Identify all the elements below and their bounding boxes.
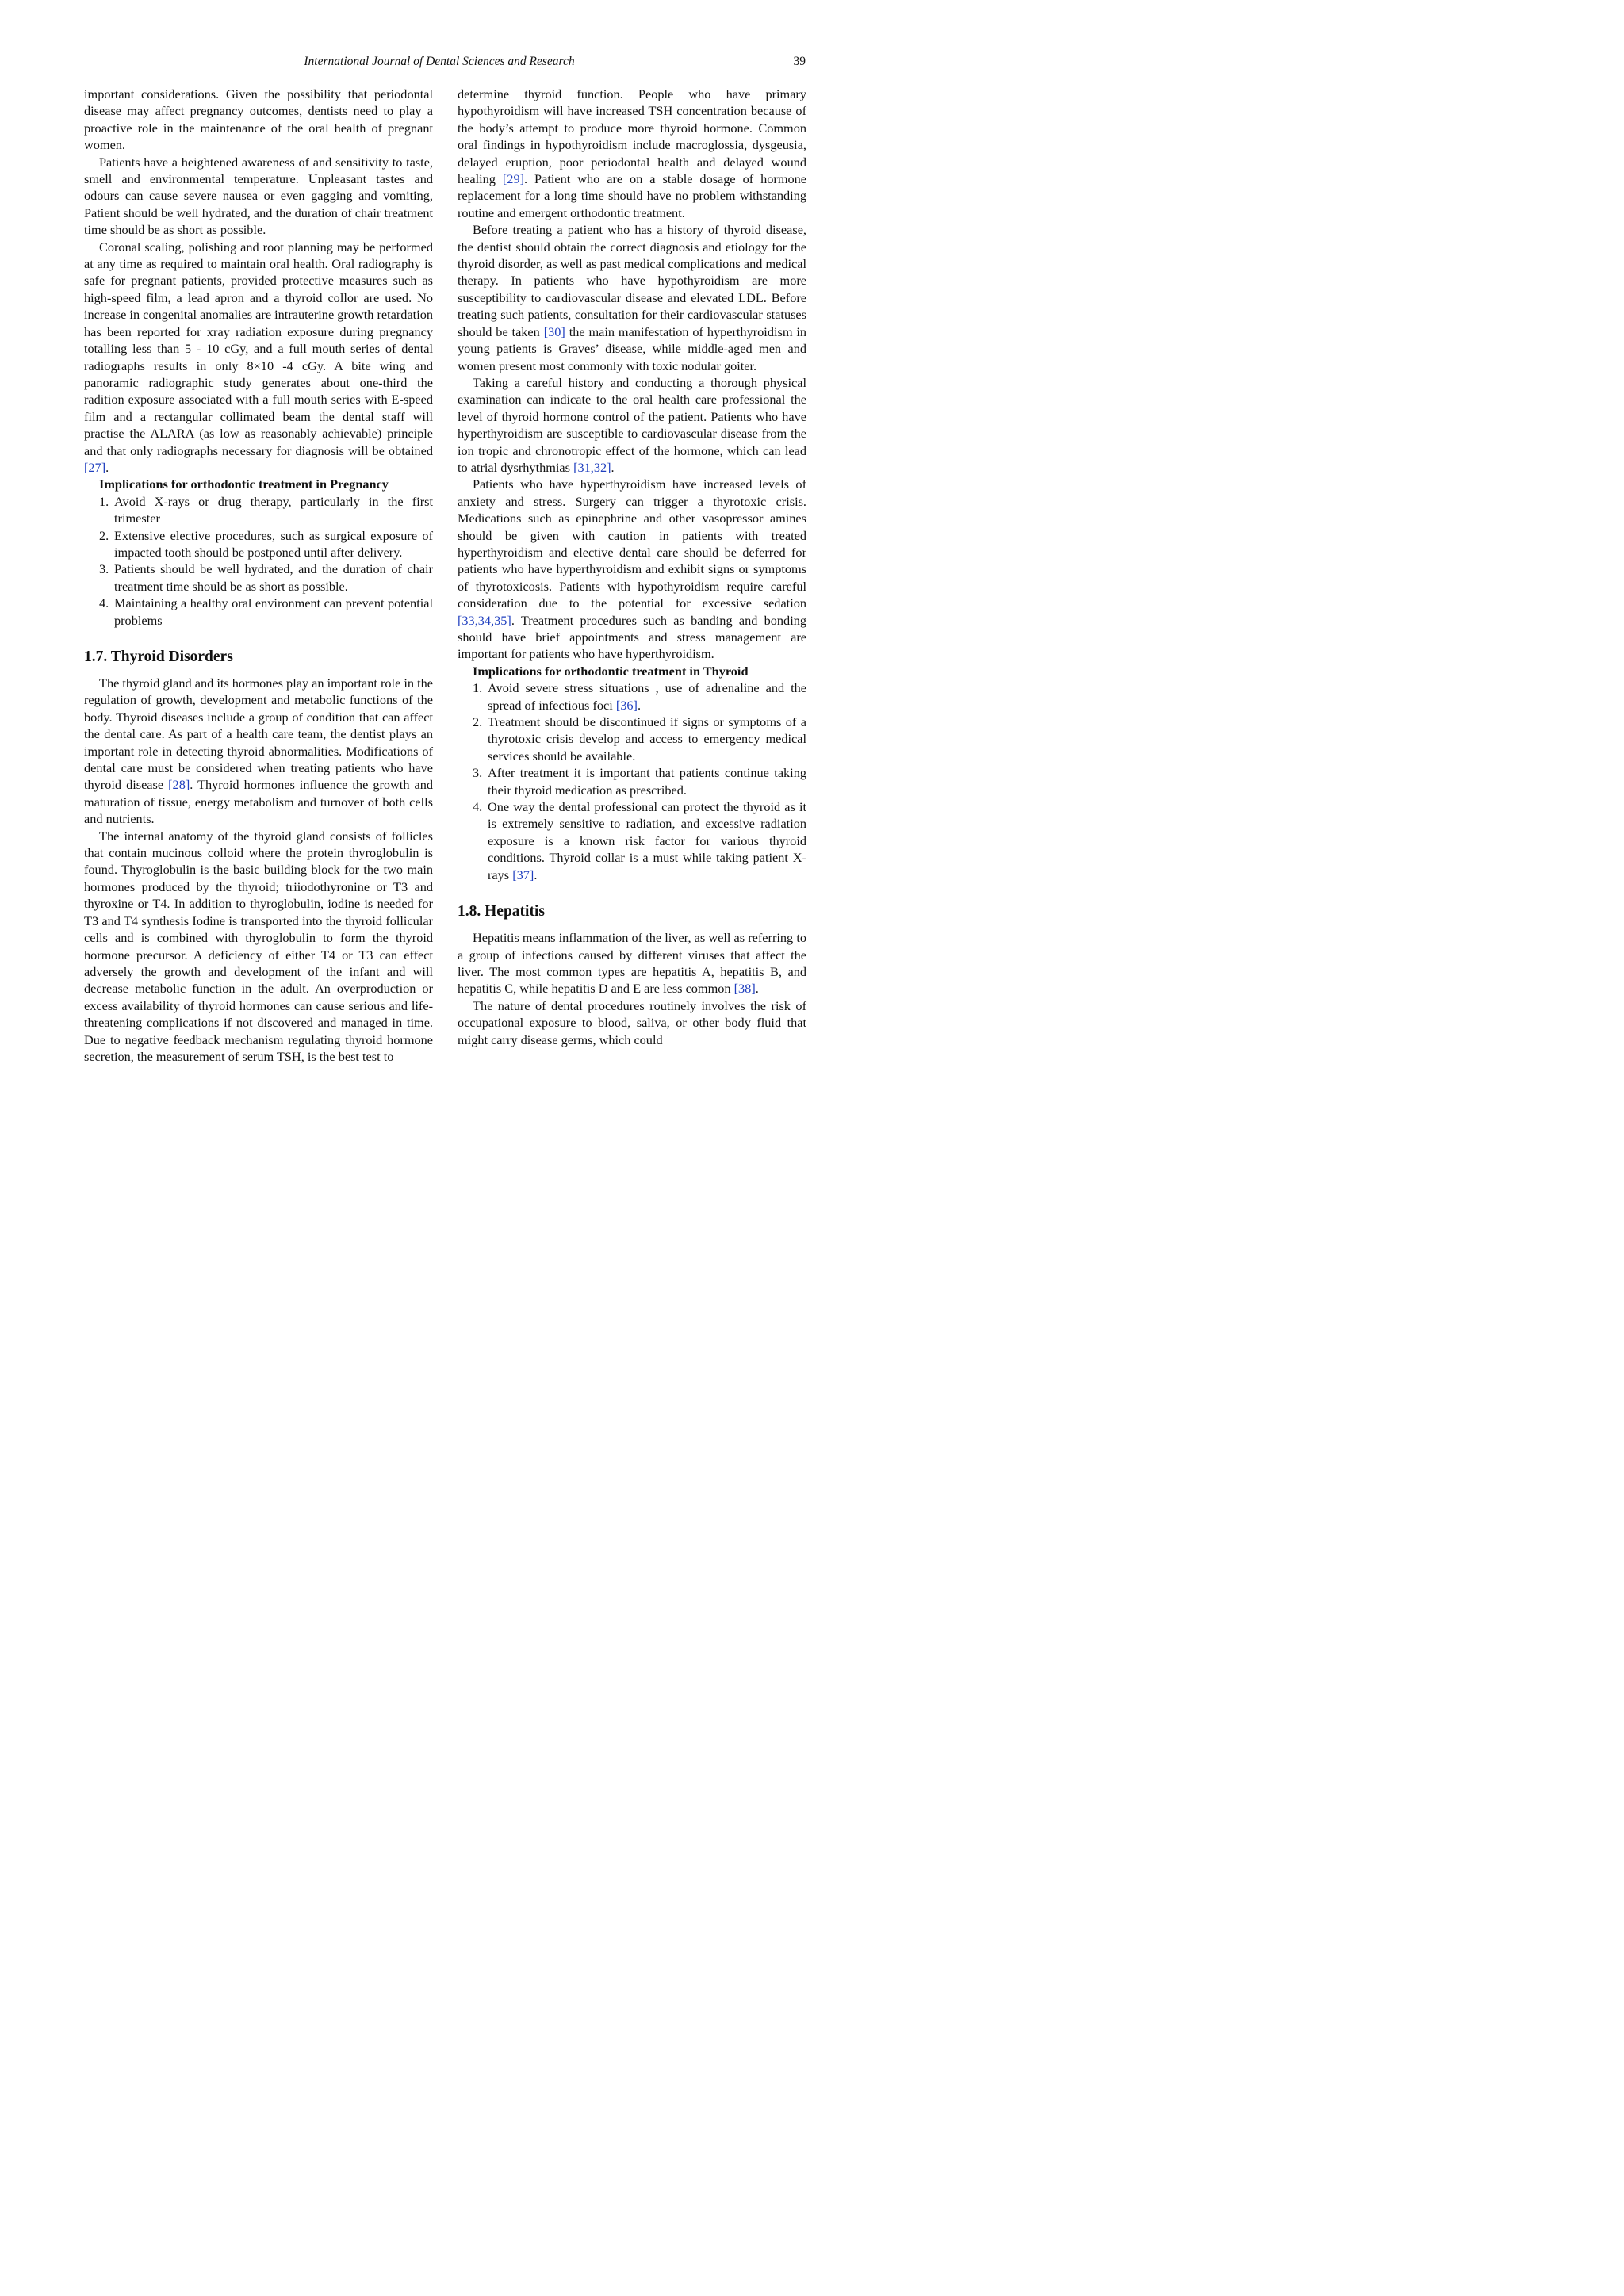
list-item: 4. One way the dental professional can protect the thyroid as it is extremely sensitive to radiation, and excessive radiation exposure is a known risk factor for various thyroid conditions. Thyroid collar is a must while taking patient X-rays [37]. <box>473 799 806 882</box>
paragraph: Patients who have hyperthyroidism have increased levels of anxiety and stress. Surgery can trigger a thyrotoxic crisis. Medications such as epinephrine and other vasopressor amines should be given with caution in patients with treated hyperthyroidism and elective dental care should be deferred for patients who have hyperthyroidism and exhibit signs or symptoms of thyrotoxicosis. Patients with hypothyroidism require careful consideration due to the potential for excessive sedation [33,34,35]. Treatment procedures such as banding and bonding should have brief appointments and stress management are important for patients who have hyperthyroidism. <box>458 476 806 662</box>
implications-heading: Implications for orthodontic treatment in Pregnancy <box>99 476 389 492</box>
citation-link[interactable]: [30] <box>543 323 565 339</box>
paragraph: The internal anatomy of the thyroid gland consists of follicles that contain mucinous colloid where the protein thyroglobulin is found. Thyroglobulin is the basic building block for the two main hormones produced by the thyroid; triiodothyronine or T3 and thyroxine or T4. In addition to thyroglobulin, iodine is needed for T3 and T4 synthesis Iodine is transported into the thyroid follicular cells and is combined with thyroglobulin to form the thyroid hormone precursor. A deficiency of either T4 or T3 can effect adversely the growth and development of the infant and will decrease metabolic function in the adult. An overproduction or excess availability of thyroid hormones can cause serious and life-threatening complications if not discovered and managed in time. Due to negative feedback mechanism regulating thyroid hormone secretion, the measurement of serum TSH, is the best test to <box>84 828 433 1064</box>
paragraph: The nature of dental procedures routinely involves the risk of occupational exposure to blood, saliva, or other body fluid that might carry disease germs, which could <box>458 997 806 1047</box>
page-number: 39 <box>793 55 806 68</box>
list-item: 1. Avoid severe stress situations , use of adrenaline and the spread of infectious foci [36]. <box>473 680 806 713</box>
list-item: 2. Treatment should be discontinued if signs or symptoms of a thyrotoxic crisis develop and access to emergency medical services should be available. <box>473 714 806 763</box>
citation-link[interactable]: [33,34,35] <box>458 612 511 628</box>
implications-heading: Implications for orthodontic treatment in Thyroid <box>473 663 749 679</box>
citation-link[interactable]: [31,32] <box>573 459 611 475</box>
citation-link[interactable]: [38] <box>733 981 756 997</box>
right-column <box>458 86 806 1048</box>
paragraph: The thyroid gland and its hormones play an important role in the regulation of growth, development and metabolic functions of the body. Thyroid diseases include a group of condition that can affect the dental care. As part of a health care team, the dentist plays an important role in detecting thyroid abnormalities. Modifications of dental care must be considered when treating patients who have thyroid disease [28]. Thyroid hormones influence the growth and maturation of tissue, energy metabolism and turnover of both cells and nutrients. <box>84 675 434 827</box>
running-header <box>0 54 879 70</box>
citation-link[interactable]: [29] <box>502 171 525 187</box>
citation-link[interactable]: [28] <box>168 777 190 793</box>
list-item: 4. Maintaining a healthy oral environment can prevent potential problems <box>99 595 433 628</box>
implications-list <box>84 493 433 629</box>
paragraph: Before treating a patient who has a history of thyroid disease, the dentist should obtain the correct diagnosis and etiology for the thyroid disorder, as well as past medical complications and medical therapy. In patients who have hypothyroidism are more susceptibility to cardiovascular disease and elevated LDL. Before treating such patients, consultation for their cardiovascular statuses should be taken [30] the main manifestation of hyperthyroidism in young patients is Graves’ disease, while middle-aged men and women present most commonly with toxic nodular goiter. <box>458 222 807 373</box>
paragraph: Patients have a heightened awareness of and sensitivity to taste, smell and environmental temperature. Unpleasant tastes and odours can cause severe nausea or even gagging and vomiting, Patient should be well hydrated, and the duration of chair treatment time should be as short as possible. <box>84 154 433 238</box>
list-item: 1. Avoid X-rays or drug therapy, particularly in the first trimester <box>99 493 433 526</box>
citation-link[interactable]: [37] <box>512 867 534 882</box>
left-column <box>84 86 433 1065</box>
paragraph: determine thyroid function. People who have primary hypothyroidism will have increased TSH concentration because of the body’s attempt to produce more thyroid hormone. Common oral findings in hypothyroidism include macroglossia, dysgeusia, delayed eruption, poor periodontal health and delayed wound healing [29]. Patient who are on a stable dosage of hormone replacement for a long time should have no problem withstanding routine and emergent orthodontic treatment. <box>458 86 806 220</box>
list-item: 2. Extensive elective procedures, such as surgical exposure of impacted tooth should be postponed until after delivery. <box>99 527 433 560</box>
paragraph: Hepatitis means inflammation of the liver, as well as referring to a group of infections caused by different viruses that affect the liver. The most common types are hepatitis A, hepatitis B, and hepatitis C, while hepatitis D and E are less common [38]. <box>458 930 806 997</box>
citation-link[interactable]: [36] <box>615 697 638 713</box>
paragraph: Coronal scaling, polishing and root planning may be performed at any time as required to maintain oral health. Oral radiography is safe for pregnant patients, provided protective measures such as high-speed film, a lead apron and a thyroid collor are used. No increase in congenital anomalies are intrauterine growth retardation has been reported for xray radiation exposure during pregnancy totalling less than 5 - 10 cGy, and a full mouth series of dental radiographs results in only 8×10 -4 cGy. A bite wing and panoramic radiographic study generates about one-third the radition exposure associated with a full mouth series with E-speed film and a rectangular collimated beam the dental staff will practise the ALARA (as low as reasonably achievable) principle and that only radiographs necessary for diagnosis will be obtained [27]. <box>84 239 433 475</box>
paragraph: important considerations. Given the possibility that periodontal disease may affect pregnancy outcomes, dentists need to play a proactive role in the maintenance of the oral health of pregnant women. <box>84 86 433 153</box>
paragraph: Taking a careful history and conducting a thorough physical examination can indicate to the oral health care professional the level of thyroid hormone control of the patient. Patients who have hyperthyroidism are susceptible to cardiovascular disease from the ion tropic and chronotropic effect of the hormone, which can lead to atrial dysrhythmias [31,32]. <box>458 374 806 475</box>
journal-title: International Journal of Dental Sciences and Research <box>304 55 575 68</box>
citation-link[interactable]: [27] <box>84 459 106 475</box>
section-title: 1.7. Thyroid Disorders <box>84 649 233 665</box>
section-title: 1.8. Hepatitis <box>458 903 545 920</box>
implications-list <box>458 679 806 883</box>
list-item: 3. Patients should be well hydrated, and the duration of chair treatment time should be as short as possible. <box>99 561 433 594</box>
list-item: 3. After treatment it is important that patients continue taking their thyroid medication as prescribed. <box>473 765 806 798</box>
